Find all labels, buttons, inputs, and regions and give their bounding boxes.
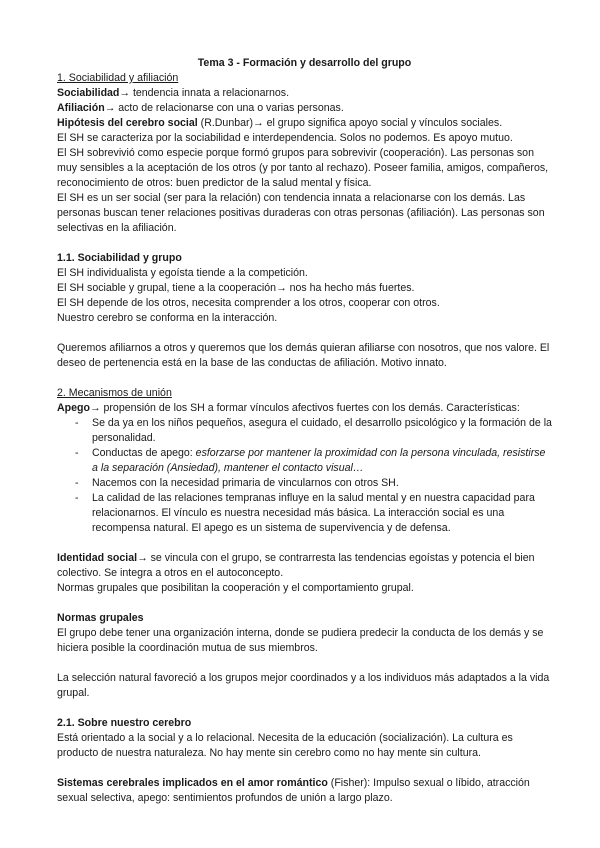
paragraph: Queremos afiliarnos a otros y queremos que los demás quieran afiliarse con nosotros, que nos valore. El deseo de pertenencia está en la base de las conductas de afiliación. Motivo innato.: [57, 342, 550, 369]
section-1-1-heading: 1.1. Sociabilidad y grupo: [57, 252, 182, 264]
def-hipotesis: (R.Dunbar)→ el grupo significa apoyo social y vínculos sociales.: [197, 117, 503, 129]
text-line: El SH depende de los otros, necesita comprender a los otros, cooperar con otros.: [57, 297, 440, 309]
def-sistemas: (Fisher): Impulso sexual o líbido, atracción sexual selectiva, apego: sentimientos profundos de unión a largo plazo.: [57, 777, 530, 804]
term-identidad: Identidad social: [57, 552, 138, 564]
normas-heading: Normas grupales: [57, 612, 144, 624]
list-item: - Nacemos con la necesidad primaria de vincularnos con otros SH.: [57, 476, 552, 491]
definition-identidad: [57, 551, 552, 581]
paragraph: El SH se caracteriza por la sociabilidad e interdependencia. Solos no podemos. Es apoyo mutuo.: [57, 132, 513, 144]
def-identidad: → se vincula con el grupo, se contrarresta las tendencias egoístas y potencia el bien colectivo. Se integra a otros en el autoconcepto.: [57, 552, 535, 579]
term-sociabilidad: Sociabilidad: [57, 87, 120, 99]
spacer: [57, 326, 552, 341]
paragraph: Está orientado a la social y a lo relacional. Necesita de la educación (socialización). La cultura es producto de nuestra naturaleza. No hay mente sin cerebro como no hay mente sin cultura.: [57, 732, 513, 759]
section-2-heading: 2. Mecanismos de unión: [57, 387, 172, 399]
paragraph: El grupo debe tener una organización interna, donde se pudiera predecir la conducta de los demás y se hiciera posible la coordinación mutua de sus miembros.: [57, 627, 544, 654]
document-title: Tema 3 - Formación y desarrollo del grupo: [197, 57, 412, 69]
def-sociabilidad: → tendencia innata a relacionarnos.: [119, 87, 290, 99]
list-item: [57, 446, 552, 476]
section-2-1-heading: 2.1. Sobre nuestro cerebro: [57, 717, 192, 729]
def-afiliacion: → acto de relacionarse con una o varias personas.: [104, 102, 344, 114]
paragraph: El SH sobrevivió como especie porque formó grupos para sobrevivir (cooperación). Las personas son muy sensibles a la aceptación de los otros (y por tanto al rechazo). Poseer familia, amigos, compañeros, reconocimiento de otros: buen predictor de la salud mental y física.: [57, 147, 549, 189]
def-apego: → propensión de los SH a formar vínculos afectivos fuertes con los demás. Características:: [89, 402, 520, 414]
spacer: [57, 596, 552, 611]
list-item: - La calidad de las relaciones tempranas influye en la salud mental y en nuestra capacidad para relacionarnos. El vínculo es nuestra necesidad más básica. La interacción social es una recompensa natural. El apego es un sistema de supervivencia y de defensa.: [57, 491, 552, 536]
definition-apego: [57, 401, 552, 416]
term-hipotesis: Hipótesis del cerebro social: [57, 117, 198, 129]
spacer: [57, 536, 552, 551]
spacer: [57, 371, 552, 386]
definition-sistemas: [57, 776, 552, 806]
definition-hipotesis: [57, 116, 552, 131]
spacer: [57, 236, 552, 251]
definition-afiliacion: [57, 101, 552, 116]
text-line: Nuestro cerebro se conforma en la interacción.: [57, 312, 278, 324]
term-afiliacion: Afiliación: [57, 102, 105, 114]
text-line: El SH individualista y egoísta tiende a la competición.: [57, 267, 308, 279]
text-line: El SH sociable y grupal, tiene a la cooperación→ nos ha hecho más fuertes.: [57, 282, 415, 294]
term-apego: Apego: [57, 402, 90, 414]
text-line: Normas grupales que posibilitan la cooperación y el comportamiento grupal.: [57, 582, 414, 594]
paragraph: La selección natural favoreció a los grupos mejor coordinados y a los individuos más adaptados a la vida grupal.: [57, 672, 550, 699]
section-1-heading: 1. Sociabilidad y afiliación: [57, 72, 179, 84]
spacer: [57, 761, 552, 776]
definition-sociabilidad: [57, 86, 552, 101]
list-item-italic: esforzarse por mantener la proximidad con la persona vinculada, resistirse a la separación (Ansiedad), mantener el contacto visual…: [92, 447, 546, 474]
list-item: - Se da ya en los niños pequeños, asegura el cuidado, el desarrollo psicológico y la formación de la personalidad.: [57, 416, 552, 446]
spacer: [57, 701, 552, 716]
spacer: [57, 656, 552, 671]
term-sistemas: Sistemas cerebrales implicados en el amor romántico: [57, 777, 328, 789]
list-item-lead: Conductas de apego:: [92, 447, 196, 459]
paragraph: El SH es un ser social (ser para la relación) con tendencia innata a relacionarse con los demás. Las personas buscan tener relaciones positivas duraderas con otras personas (afiliación). Las personas son selectivas en la afiliación.: [57, 192, 545, 234]
apego-characteristics-list: [57, 416, 552, 536]
